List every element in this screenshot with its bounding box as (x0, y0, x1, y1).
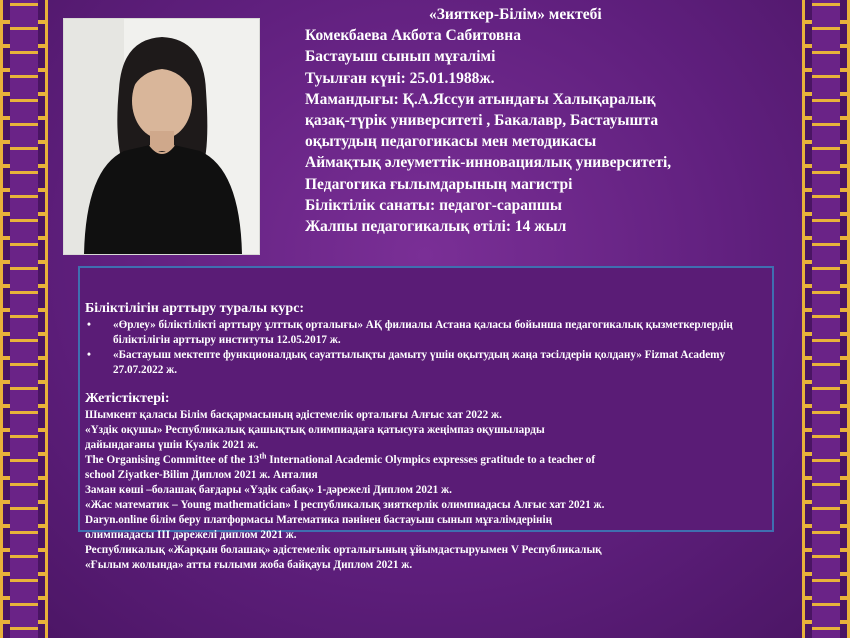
details-content (85, 300, 775, 573)
achievement-line: «Үздік оқушы» Республикалық қашықтық олимпиадаға қатысуға жеңімпаз оқушыларды (85, 424, 545, 436)
bullet-icon: • (87, 319, 91, 331)
achievement-line: дайындағаны үшін Куәлік 2021 ж. (85, 439, 259, 451)
teacher-name: Комекбаева Акбота Сабитовна (305, 27, 521, 45)
birth-date: Туылған күні: 25.01.1988ж. (305, 69, 495, 87)
teaching-experience: Жалпы педагогикалық өтілі: 14 жыл (305, 218, 567, 236)
specialty-line: оқытудың педагогикасы мен методикасы (305, 133, 597, 151)
specialty-line: Аймақтық әлеуметтік-инновациялық университеті, (305, 154, 672, 172)
course-text: «Бастауыш мектепте функционалдық сауаттылықты дамыту үшін оқытудың жаңа тәсілдерін қолдану» Fizmat Academy 27.07.2022 ж. (113, 349, 726, 376)
teacher-position: Бастауыш сынып мұғалімі (305, 48, 496, 66)
courses-title: Біліктілігін арттыру туралы курс: (85, 301, 305, 316)
achievement-line-organising: The Organising Committee of the 13th International Academic Olympics expresses gratitude to a teacher of (85, 451, 596, 466)
teacher-info (305, 4, 805, 237)
achievement-line: school Ziyatker-Bilim Диплом 2021 ж. Анталия (85, 469, 318, 481)
portrait-icon (64, 19, 259, 254)
teacher-portrait-photo (63, 18, 260, 255)
specialty-line: қазақ-түрік университеті , Бакалавр, Бастауышта (305, 112, 659, 130)
course-text: «Өрлеу» біліктілікті арттыру ұлттық орталығы» АҚ филиалы Астана қаласы бойынша педагогикалық қызметкерлердің біліктілігін арттыру институты 12.05.2017 ж. (113, 319, 733, 346)
left-ornament-border (0, 0, 48, 638)
achievement-line: олимпиадасы III дәрежелі диплом 2021 ж. (85, 529, 297, 541)
achievement-line: Шымкент қаласы Білім басқармасының әдістемелік орталығы Алғыс хат 2022 ж. (85, 409, 502, 421)
achievement-line: Заман көші –болашақ бағдары «Үздік сабақ» 1-дәрежелі Диплом 2021 ж. (85, 484, 452, 496)
specialty-line: Педагогика ғылымдарының магистрі (305, 175, 573, 193)
achievement-line: Республикалық «Жарқын болашақ» әдістемелік орталығының ұйымдастыруымен V Республикалық (85, 544, 602, 556)
course-item (85, 318, 775, 348)
course-item (85, 348, 775, 378)
achievement-line: «Ғылым жолында» атты ғылыми жоба байқауы Диплом 2021 ж. (85, 559, 413, 571)
bullet-icon: • (87, 349, 91, 361)
specialty-line: Мамандығы: Қ.А.Яссуи атындағы Халықаралық (305, 90, 656, 108)
achievement-line: «Жас математик – Young mathematician» I республикалық зияткерлік олимпиадасы Алғыс хат 2021 ж. (85, 499, 605, 511)
right-ornament-border (802, 0, 850, 638)
qualification-category: Біліктілік санаты: педагог-сарапшы (305, 196, 562, 214)
achievements-title: Жетістіктері: (85, 391, 170, 406)
school-name: «Зияткер-Білім» мектебі (429, 6, 602, 23)
achievement-line: Daryn.online білім беру платформасы Математика пәнінен бастауыш сынып мұғалімдерінің (85, 514, 553, 526)
